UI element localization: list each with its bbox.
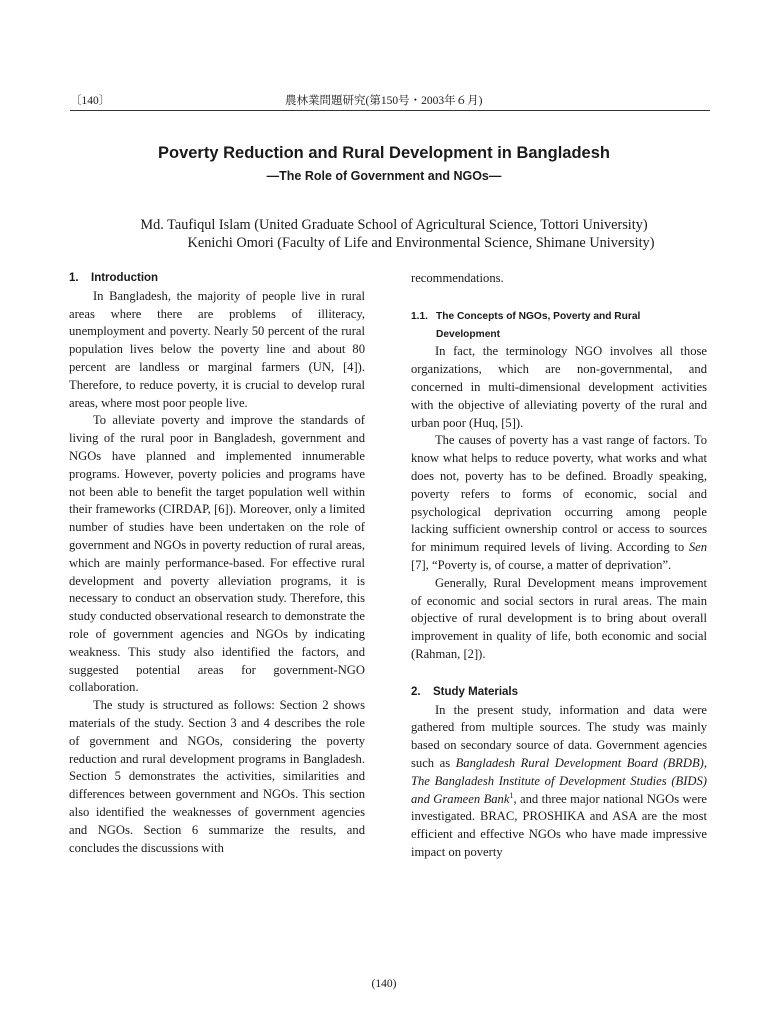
running-header — [70, 92, 710, 108]
footnote-marker[interactable]: 1 — [509, 790, 514, 800]
section-number: 1. — [69, 272, 79, 284]
continued-text: recommendations. — [411, 271, 504, 285]
header-rule — [70, 110, 710, 111]
section-heading-study-materials — [411, 684, 707, 702]
spacer — [411, 288, 707, 308]
spacer — [411, 664, 707, 684]
author-line-1: Md. Taufiqul Islam (United Graduate School of Agricultural Science, Tottori University) — [140, 217, 648, 233]
paper-title: Poverty Reduction and Rural Development in Bangladesh — [157, 144, 610, 162]
subsection-heading — [411, 308, 707, 344]
section-heading-introduction — [69, 270, 365, 288]
materials-text-a: In the present study, information and data were gathered from multiple sources. The study was mainly based on secondary source of data. Government agencies such as — [411, 702, 707, 770]
poverty-text-b: [7], “Poverty is, of course, a matter of deprivation”. — [411, 557, 672, 572]
materials-text-b: , and three major national NGOs were investigated. BRAC, PROSHIKA and ASA are the most efficient and effective NGOs who have made impressive impact on poverty — [411, 791, 707, 859]
concepts-paragraph-1: In fact, the terminology NGO involves all those organizations, which are non-governmental, and concerned in multi-dimensional development activities with the objective of alleviating poverty of the rural and urban poor (Huq, [5]). — [411, 344, 707, 430]
paper-subtitle: ―The Role of Government and NGOs― — [266, 169, 502, 183]
organization-names: Bangladesh Rural Development Board (BRDB), The Bangladesh Institute of Development Studies (BIDS) and Grameen Bank — [411, 755, 707, 806]
poverty-text-a: The causes of poverty has a vast range of factors. To know what helps to reduce poverty, what works and what does not, poverty has to be defined. Broadly speaking, poverty refers to forms of economic, social and psychological deprivation occurring among people lacking sufficient ownership control or access to sources for minimum required levels of living. According to — [411, 433, 707, 555]
intro-paragraph-3: The study is structured as follows: Section 2 shows materials of the study. Section 3 and 4 describes the role of government and NGOs, considering the poverty reduction and rural development programs in Bangladesh. Section 5 demonstrates the activities, similarities and differences between government and NGOs. This section also identified the weaknesses of government agencies and NGOs. Section 6 summarize the results, and concludes the discussions with — [69, 698, 365, 855]
section-number: 2. — [411, 685, 421, 698]
header-page-number: 〔140〕 — [70, 95, 111, 107]
author-block — [0, 216, 768, 252]
section-title: Introduction — [91, 272, 159, 284]
author-line-2: Kenichi Omori (Faculty of Life and Environmental Science, Shimane University) — [187, 235, 655, 251]
intro-paragraph-1: In Bangladesh, the majority of people live in rural areas where there are problems of illiteracy, unemployment and poverty. Nearly 50 percent of the rural population lives below the poverty line and about 80 percent are landless or marginal farmers (UN, [4]). Therefore, to reduce poverty, it is crucial to develop rural areas, where most poor people live. — [69, 288, 365, 410]
concepts-paragraph-3: Generally, Rural Development means improvement of economic and social sectors in rural areas. The main objective of rural development is to bring about overall improvement in quality of life, both economic and social (Rahman, [2]). — [411, 575, 707, 661]
subsection-title: The Concepts of NGOs, Poverty and Rural Development — [436, 310, 641, 340]
subsection-number: 1.1. — [411, 310, 428, 322]
left-column — [69, 270, 365, 857]
section-title: Study Materials — [433, 685, 518, 698]
concepts-paragraph-2 — [411, 432, 707, 574]
journal-title: 農林業問題研究(第150号・2003年６月) — [285, 95, 483, 107]
intro-paragraph-2: To alleviate poverty and improve the standards of living of the rural poor in Bangladesh, government and NGOs have planned and implemented innumerable programs. However, poverty policies and programs have not been able to benefit the target population well within their frameworks (CIRDAP, [6]). Moreover, only a limited number of studies have been undertaken on the role of government and NGOs in poverty reduction of rural areas, which are mainly performance-based. For effective rural development and poverty alleviation programs, it is necessary to conduct an observation study. Therefore, this study conducted observational research to demonstrate the role of government agencies and NGOs by indicating weakness. This study also identified the factors, and suggested potential areas for government-NGO collaboration. — [69, 413, 365, 695]
right-column — [411, 270, 707, 862]
materials-paragraph — [411, 702, 707, 862]
cited-author: Sen — [688, 540, 707, 555]
footer-page-number: (140) — [371, 978, 397, 990]
